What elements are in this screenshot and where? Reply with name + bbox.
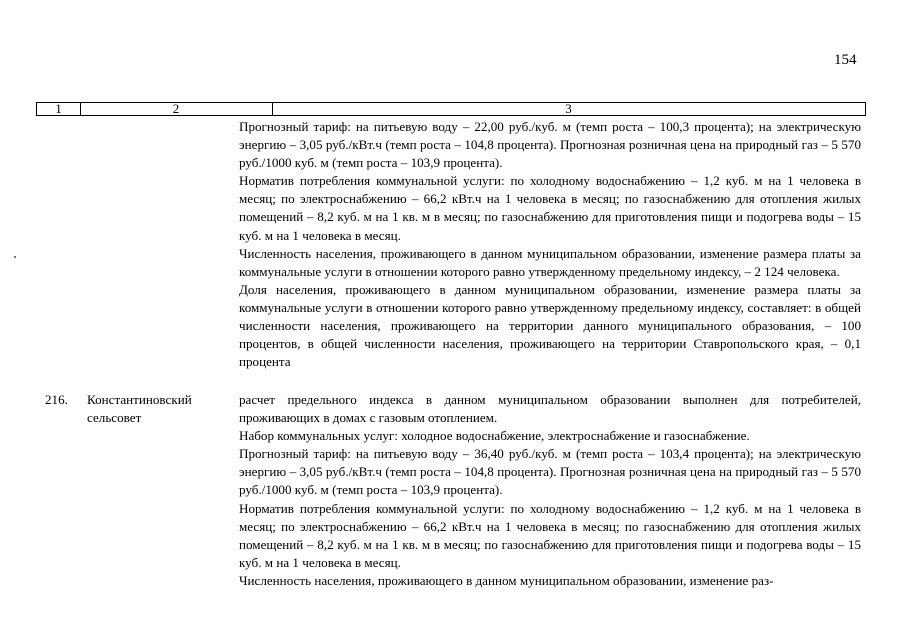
column-header-1: 1 (37, 103, 81, 115)
population-share-paragraph: Доля населения, проживающего в данном муниципальном образовании, изменение размера платы за коммунальные услуги в отношении которого равно утвержденному предельному индексу, составляет: в общей численности населения, проживающего на территории данного муниципального образования, – 100 процентов, в общей численности населения, проживающего на территории Ставропольского края, – 0,1 процента (239, 281, 861, 370)
population-count-paragraph: Численность населения, проживающего в данном муниципальном образовании, изменение раз- (239, 572, 774, 588)
population-count-paragraph: Численность населения, проживающего в данном муниципальном образовании, изменение размера платы за коммунальные услуги в отношении которого равно утвержденному предельному индексу, – 2 124 человека. (239, 245, 861, 279)
row-216-description (239, 391, 861, 590)
row-prev-description (239, 118, 861, 371)
tariff-paragraph: Прогнозный тариф: на питьевую воду – 36,40 руб./куб. м (темп роста – 103,4 процента); на электрическую энергию – 3,05 руб./кВт.ч (темп роста – 104,8 процента). Прогнозная розничная цена на природный газ – 5 570 руб./1000 куб. м (темп роста – 103,9 процента). (239, 446, 861, 498)
calculation-basis-paragraph: расчет предельного индекса в данном муниципальном образовании выполнен для потребителей, проживающих в домах с газовым отоплением. (239, 392, 861, 426)
page-number: 154 (834, 52, 857, 68)
tariff-paragraph: Прогнозный тариф: на питьевую воду – 22,00 руб./куб. м (темп роста – 100,3 процента); на электрическую энергию – 3,05 руб./кВт.ч (темп роста – 104,8 процента). Прогнозная розничная цена на природный газ – 5 570 руб./1000 куб. м (темп роста – 103,9 процента). (239, 119, 861, 171)
column-header-3: 3 (565, 101, 572, 116)
services-set-paragraph: Набор коммунальных услуг: холодное водоснабжение, электроснабжение и газоснабжение. (239, 428, 750, 444)
consumption-norm-paragraph: Норматив потребления коммунальной услуги: по холодному водоснабжению – 1,2 куб. м на 1 человека в месяц; по электроснабжению – 66,2 кВт.ч на 1 человека в месяц; по газоснабжению для отопления жилых помещений – 8,2 куб. м на 1 кв. м в месяц; по газоснабжению для приготовления пищи и подогрева воды – 15 куб. м на 1 человека в месяц. (239, 500, 861, 570)
column-header-2: 2 (80, 103, 273, 115)
table-header-row (36, 102, 866, 116)
row-number: 216. (45, 392, 68, 407)
municipality-name: Константиновский сельсовет (87, 392, 192, 426)
scan-artifact (14, 256, 16, 258)
consumption-norm-paragraph: Норматив потребления коммунальной услуги: по холодному водоснабжению – 1,2 куб. м на 1 человека в месяц; по электроснабжению – 66,2 кВт.ч на 1 человека в месяц; по газоснабжению для отопления жилых помещений – 8,2 куб. м на 1 кв. м в месяц; по газоснабжению для приготовления пищи и подогрева воды – 15 куб. м на 1 человека в месяц. (239, 173, 861, 243)
